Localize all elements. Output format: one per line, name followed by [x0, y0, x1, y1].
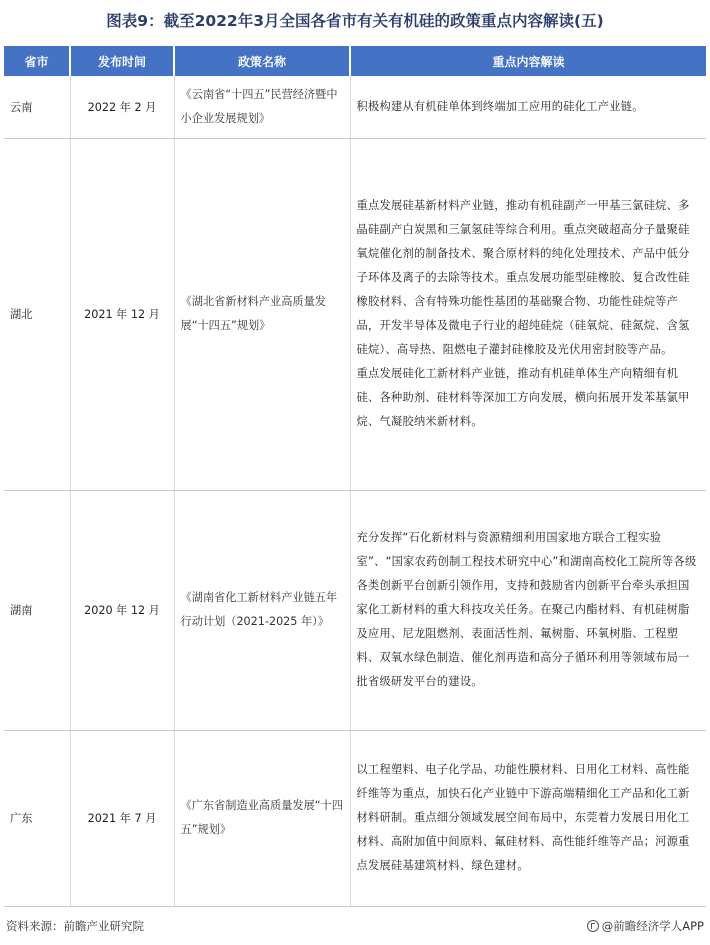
content-paragraph: 重点发展硅基新材料产业链，推动有机硅副产一甲基三氯硅烷、多晶硅副产白炭黑和三氯氢硅等综合利用。重点突破超高分子量聚硅氧烷催化剂的制备技术、聚合原材料的纯化处理技术、产品中低分子环体及离子的去除等技术。重点发展功能型硅橡胶、复合改性硅橡胶材料、含有特殊功能性基团的基础聚合物、功能性硅烷等产品，开发半导体及微电子行业的超纯硅烷（硅氧烷、硅氮烷、含氢硅烷）、高导热、阻燃电子灌封硅橡胶及光伏用密封胶等产品。 — [356, 199, 690, 356]
header-policy-name: 政策名称 — [174, 46, 350, 76]
cell-policy-name: 《广东省制造业高质量发展“十四五”规划》 — [174, 730, 350, 906]
table-row — [4, 490, 706, 730]
cell-policy-name: 《湖北省新材料产业高质量发展“十四五”规划》 — [174, 138, 350, 490]
table-row — [4, 730, 706, 906]
credit-text: @前瞻经济学人APP — [601, 919, 704, 933]
cell-province: 广东 — [4, 730, 70, 906]
cell-time: 2021 年 7 月 — [70, 730, 174, 906]
content-paragraph: 重点发展硅化工新材料产业链，推动有机硅单体生产向精细有机硅、各种助剂、硅材料等深加工方向发展，横向拓展开发苯基氯甲烷、气凝胶纳米新材料。 — [356, 367, 690, 428]
cell-province: 湖南 — [4, 490, 70, 730]
content-paragraph: 积极构建从有机硅单体到终端加工应用的硅化工产业链。 — [356, 99, 644, 113]
cell-content — [350, 730, 706, 906]
header-province: 省市 — [4, 46, 70, 76]
source-note: 资料来源：前瞻产业研究院 — [6, 919, 144, 933]
content-paragraph: 充分发挥“石化新材料与资源精细利用国家地方联合工程实验室”、“国家农药创制工程技术研究中心”和湖南高校化工院所等各级各类创新平台创新引领作用，支持和鼓励省内创新平台牵头承担国家化工新材料的重大科技攻关任务。在聚己内酯材料、有机硅树脂及应用、尼龙阻燃剂、表面活性剂、氟树脂、环氧树脂、工程塑料、双氧水绿色制造、催化剂再造和高分子循环利用等领域布局一批省级研发平台的建设。 — [356, 531, 697, 688]
cell-time: 2022 年 2 月 — [70, 76, 174, 138]
logo-icon — [587, 920, 599, 932]
cell-content — [350, 76, 706, 138]
policy-table — [4, 46, 706, 907]
credit-watermark — [587, 918, 704, 934]
cell-content — [350, 490, 706, 730]
table-header-row — [4, 46, 706, 76]
cell-province: 云南 — [4, 76, 70, 138]
cell-policy-name: 《云南省“十四五”民营经济暨中小企业发展规划》 — [174, 76, 350, 138]
cell-policy-name: 《湖南省化工新材料产业链五年行动计划（2021-2025 年）》 — [174, 490, 350, 730]
table-row — [4, 138, 706, 490]
chart-title: 图表9：截至2022年3月全国各省市有关有机硅的政策重点内容解读(五) — [106, 12, 604, 30]
content-paragraph: 以工程塑料、电子化学品、功能性膜材料、日用化工材料、高性能纤维等为重点，加快石化产业链中下游高端精细化工产品和化工新材料研制。重点细分领域发展空间布局中，东莞着力发展日用化工材料、高附加值中间原料、氟硅材料、高性能纤维等产品；河源重点发展硅基建筑材料、绿色建材。 — [356, 763, 690, 872]
cell-content — [350, 138, 706, 490]
cell-time: 2021 年 12 月 — [70, 138, 174, 490]
header-time: 发布时间 — [70, 46, 174, 76]
header-content: 重点内容解读 — [350, 46, 706, 76]
table-row — [4, 76, 706, 138]
cell-province: 湖北 — [4, 138, 70, 490]
cell-time: 2020 年 12 月 — [70, 490, 174, 730]
